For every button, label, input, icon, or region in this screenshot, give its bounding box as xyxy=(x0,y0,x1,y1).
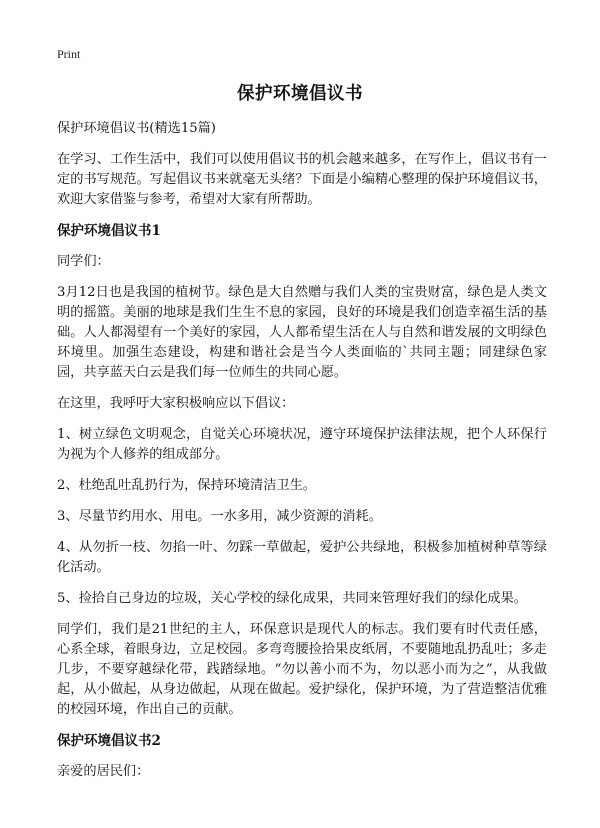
subtitle: 保护环境倡议书(精选15篇) xyxy=(57,121,216,136)
print-link[interactable]: Print xyxy=(57,47,81,61)
salutation: 亲爱的居民们： xyxy=(57,764,150,779)
list-item: 1、树立绿色文明观念，自觉关心环境状况，遵守环境保护法律法规，把个人环保行为视为个人修养的组成部分。 xyxy=(57,427,547,462)
list-item: 3、尽量节约用水、用电。一水多用，减少资源的消耗。 xyxy=(57,509,382,524)
section-heading: 保护环境倡议书2 xyxy=(57,733,161,749)
list-item: 4、从勿折一枝、勿掐一叶、勿踩一草做起，爱护公共绿地，积极参加植树种草等绿化活动。 xyxy=(57,540,547,575)
body-paragraph: 3月12日也是我国的植树节。绿色是大自然赠与我们人类的宝贵财富，绿色是人类文明的摇篮。美丽的地球是我们生生不息的家园，良好的环境是我们创造幸福生活的基础。人人都渴望有一个美好的家园，人人都希望生活在人与自然和谐发展的文明绿色环境里。加强生态建设，构建和谐社会是当今人类面临的`共同主题；同建绿色家园，共享蓝天白云是我们每一位师生的共同心愿。 xyxy=(57,285,547,380)
page-title: 保护环境倡议书 xyxy=(237,84,363,104)
section-heading: 保护环境倡议书1 xyxy=(57,223,161,239)
intro-paragraph: 在学习、工作生活中，我们可以使用倡议书的机会越来越多，在写作上，倡议书有一定的书写规范。写起倡议书来就毫无头绪？下面是小编精心整理的保护环境倡议书，欢迎大家借鉴与参考，希望对大家有所帮助。 xyxy=(57,152,547,207)
salutation: 同学们： xyxy=(57,254,110,269)
list-item: 2、杜绝乱吐乱扔行为，保持环境清洁卫生。 xyxy=(57,478,316,493)
body-paragraph: 同学们，我们是21世纪的主人，环保意识是现代人的标志。我们要有时代责任感，心系全球，着眼身边，立足校园。多弯弯腰捡拾果皮纸屑，不要随地乱扔乱吐；多走几步，不要穿越绿化带，践踏绿地。“勿以善小而不为，勿以恶小而为之”，从我做起，从小做起，从身边做起，从现在做起。爱护绿化，保护环境，为了营造整洁优雅的校园环境，作出自己的贡献。 xyxy=(57,622,547,717)
list-item: 5、捡拾自己身边的垃圾，关心学校的绿化成果，共同来管理好我们的绿化成果。 xyxy=(57,591,527,606)
document-body xyxy=(57,119,547,793)
body-paragraph: 在这里，我呼吁大家积极响应以下倡议： xyxy=(57,396,295,411)
